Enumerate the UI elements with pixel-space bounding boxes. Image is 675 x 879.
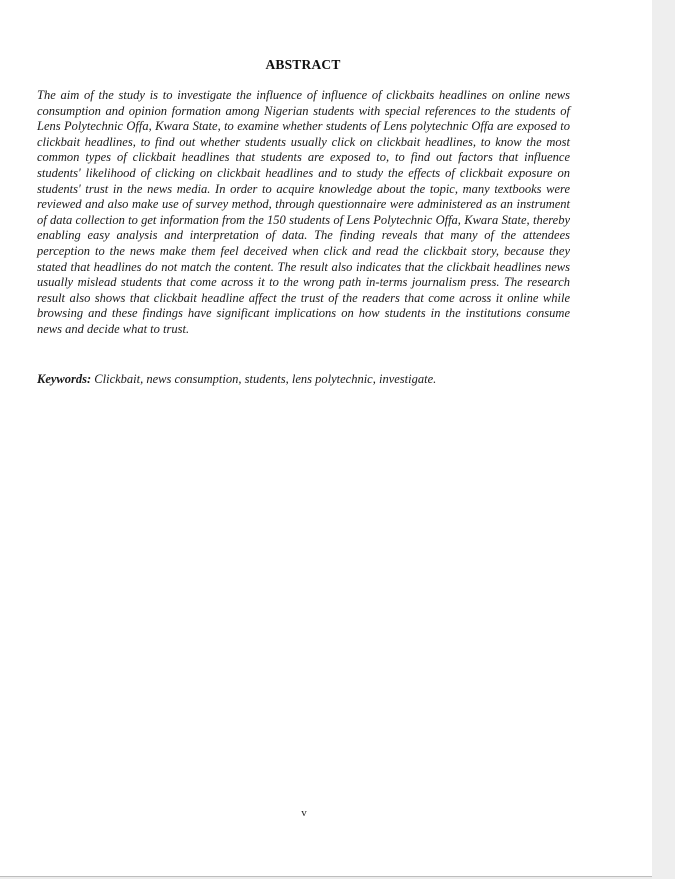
viewer-scroll-gutter[interactable] [652, 0, 675, 879]
keywords-line [37, 372, 577, 388]
abstract-paragraph: The aim of the study is to investigate the influence of influence of clickbaits headlines on online news consumption and opinion formation among Nigerian students with special references to the students of Lens Polytechnic Offa, Kwara State, to examine whether students of Lens polytechnic Offa are exposed to clickbait headlines, to find out whether students usually click on clickbait headlines, to know the most common types of clickbait headlines that students are exposed to, to find out factors that influence students' likelihood of clicking on clickbait headlines and to study the effects of clickbait exposure on students' trust in the news media. In order to acquire knowledge about the topic, many textbooks were reviewed and also make use of survey method, through questionnaire were administered as an instrument of data collection to get information from the 150 students of Lens Polytechnic Offa, Kwara State, thereby enabling easy analysis and interpretation of data. The finding reveals that many of the attendees perception to the news make them feel deceived when click and read the clickbait story, because they stated that headlines do not match the content. The result also indicates that the clickbait headlines news usually mislead students that come across it to the wrong path in-terms journalism press. The research result also shows that clickbait headline affect the trust of the readers that come across it online while browsing and these findings have significant implications on how students in the institutions consume news and decide what to trust. [37, 88, 570, 336]
abstract-heading: ABSTRACT [265, 57, 341, 72]
page-number: v [301, 807, 307, 819]
keywords-label: Keywords: [37, 372, 92, 386]
keywords-text: Clickbait, news consumption, students, lens polytechnic, investigate. [91, 372, 437, 386]
